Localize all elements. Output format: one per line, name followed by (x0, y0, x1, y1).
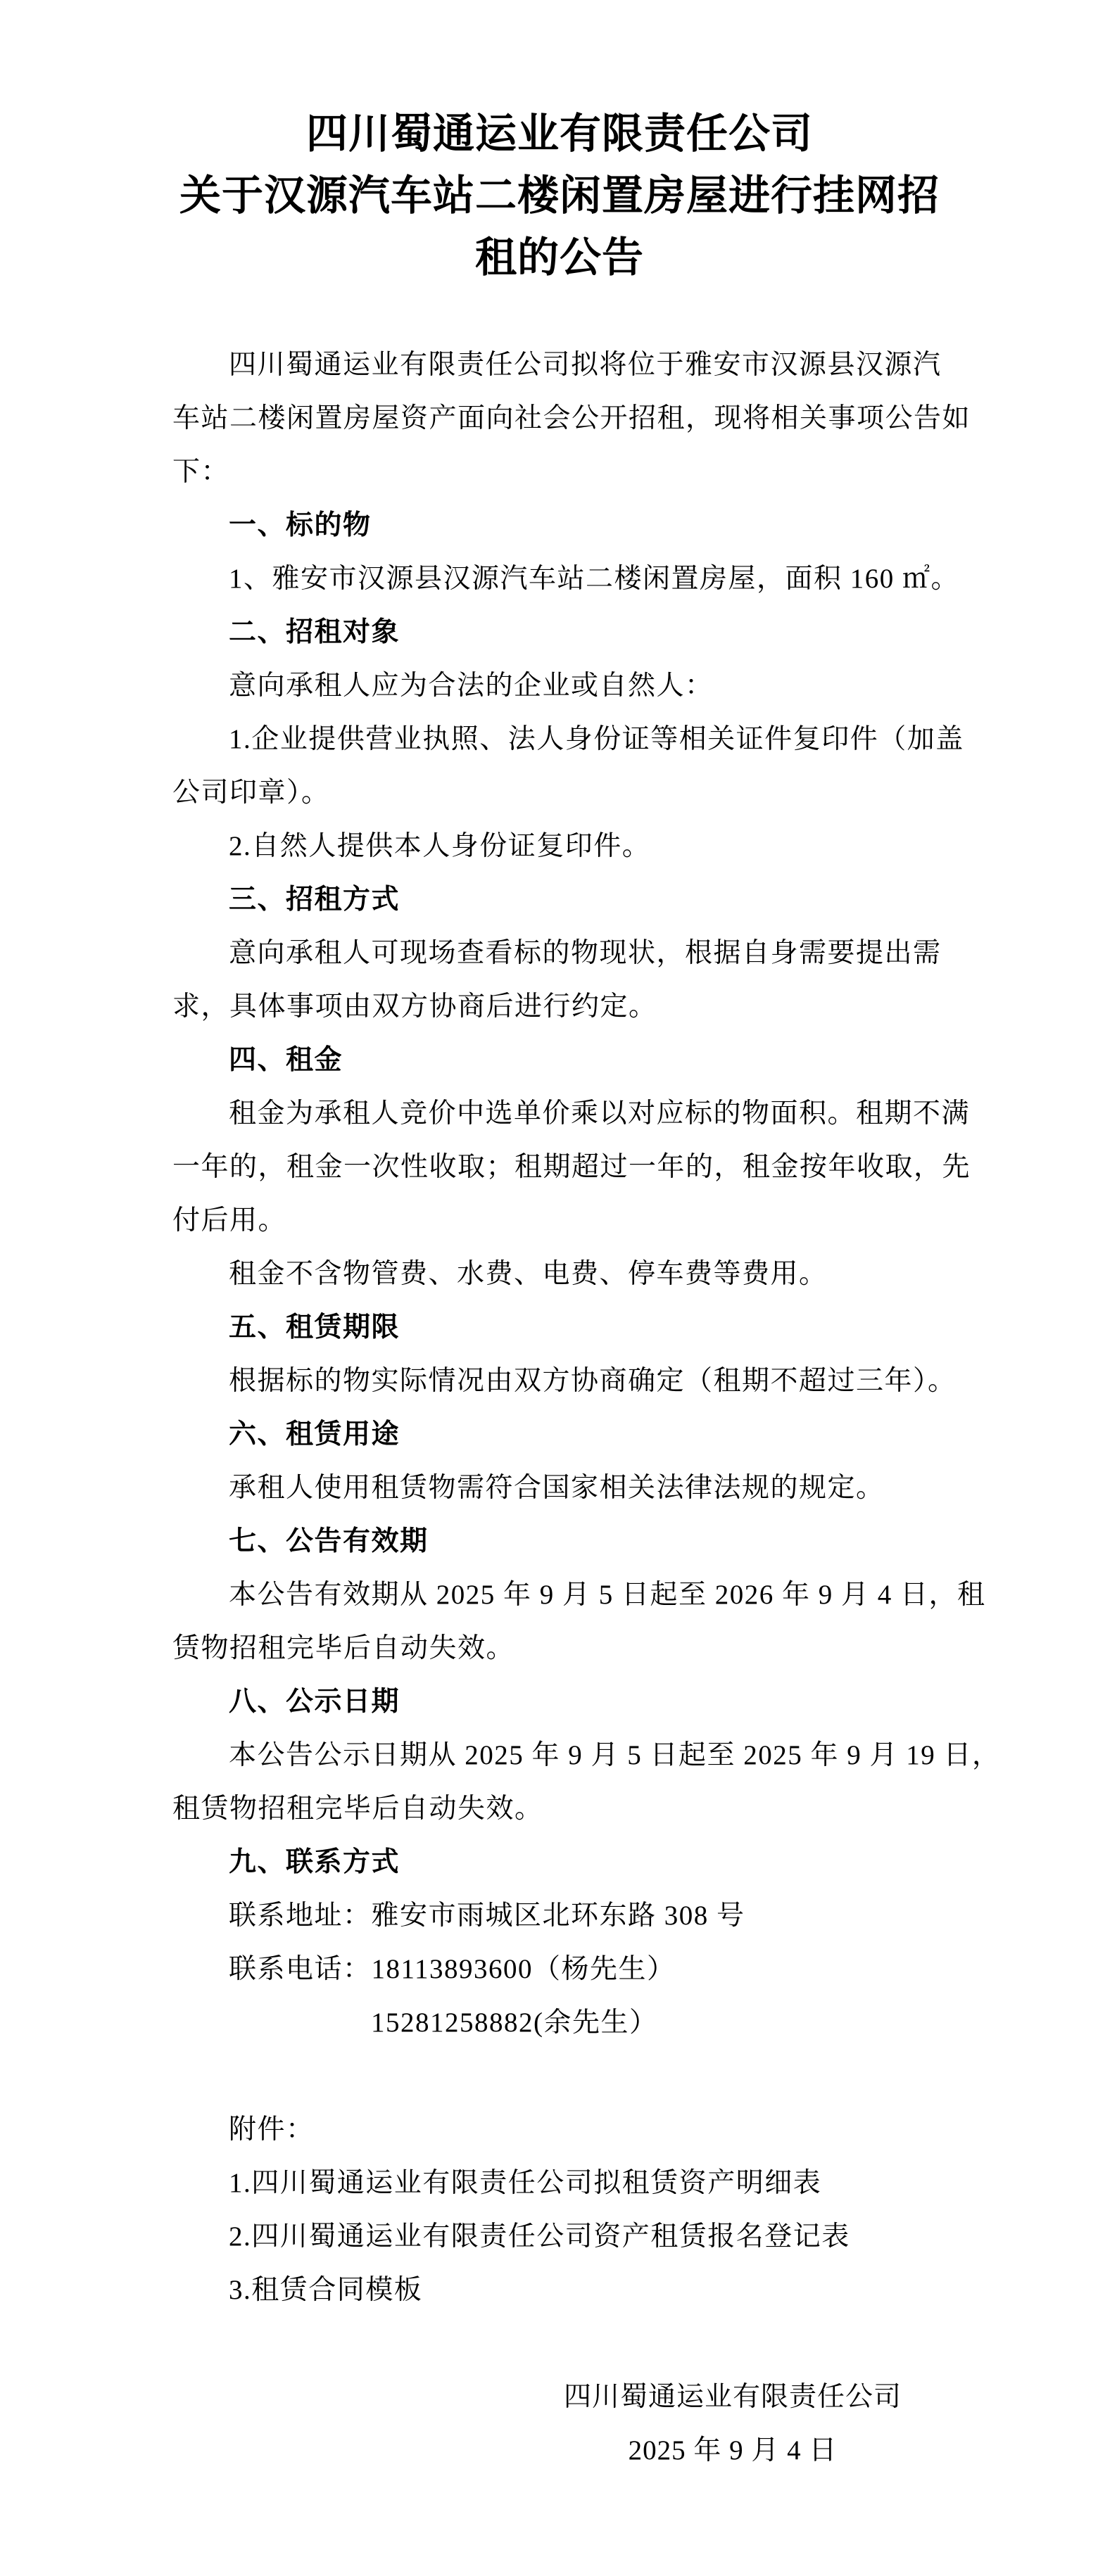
title-line-3: 租的公告 (474, 234, 644, 281)
section-4-para-2: 租金不含物管费、水费、电费、停车费等费用。 (229, 1259, 828, 1289)
section-heading-5: 五、租赁期限 (229, 1312, 400, 1343)
section-5-para: 根据标的物实际情况由双方协商确定（租期不超过三年）。 (229, 1366, 957, 1396)
intro-line-2: 车站二楼闲置房屋资产面向社会公开招租，现将相关事项公告如 (172, 403, 971, 433)
attachments-label: 附件： (229, 2114, 315, 2145)
intro-line-1: 四川蜀通运业有限责任公司拟将位于雅安市汉源县汉源汽 (229, 350, 942, 380)
section-heading-8: 八、公示日期 (229, 1687, 400, 1717)
intro-line-3: 下： (172, 457, 230, 487)
attachment-item-1: 1.四川蜀通运业有限责任公司拟租赁资产明细表 (229, 2168, 822, 2198)
signature-block (564, 2371, 902, 2477)
section-2-intro: 意向承租人应为合法的企业或自然人： (229, 671, 714, 701)
document-title (172, 103, 947, 288)
section-7-para-line-2: 赁物招租完毕后自动失效。 (172, 1633, 515, 1663)
section-2-item-1-line-1: 1.企业提供营业执照、法人身份证等相关证件复印件（加盖 (229, 724, 964, 754)
section-heading-6: 六、租赁用途 (229, 1419, 400, 1449)
section-8-para-line-1: 本公告公示日期从 2025 年 9 月 5 日起至 2025 年 9 月 19 日， (229, 1740, 1001, 1770)
section-3-para-line-1: 意向承租人可现场查看标的物现状，根据自身需要提出需 (229, 938, 942, 968)
section-1-item-1: 1、雅安市汉源县汉源汽车站二楼闲置房屋，面积 160 ㎡。 (229, 564, 960, 594)
contact-phone-1: 联系电话：18113893600（杨先生） (229, 1954, 676, 1984)
signature-date: 2025 年 9 月 4 日 (628, 2435, 838, 2466)
contact-phone-2: 15281258882(余先生） (371, 2007, 658, 2038)
section-4-para-1-line-1: 租金为承租人竞价中选单价乘以对应标的物面积。租期不满 (229, 1098, 971, 1129)
section-3-para-line-2: 求，具体事项由双方协商后进行约定。 (172, 991, 657, 1022)
contact-address: 联系地址：雅安市雨城区北环东路 308 号 (229, 1901, 745, 1931)
signature-company: 四川蜀通运业有限责任公司 (563, 2382, 902, 2412)
title-line-1: 四川蜀通运业有限责任公司 (305, 110, 813, 157)
section-7-para-line-1: 本公告有效期从 2025 年 9 月 5 日起至 2026 年 9 月 4 日，租 (229, 1580, 986, 1610)
section-2-item-2: 2.自然人提供本人身份证复印件。 (229, 831, 651, 861)
section-heading-1: 一、标的物 (229, 510, 372, 540)
document-body (172, 338, 1001, 2477)
section-heading-9: 九、联系方式 (229, 1847, 400, 1877)
section-heading-7: 七、公告有效期 (229, 1526, 429, 1556)
section-2-item-1-line-2: 公司印章）。 (172, 778, 330, 808)
section-heading-3: 三、招租方式 (229, 884, 400, 915)
section-6-para: 承租人使用租赁物需符合国家相关法律法规的规定。 (229, 1473, 885, 1503)
title-line-2: 关于汉源汽车站二楼闲置房屋进行挂网招 (179, 172, 940, 219)
section-heading-4: 四、租金 (229, 1045, 343, 1075)
section-8-para-line-2: 租赁物招租完毕后自动失效。 (172, 1794, 543, 1824)
section-4-para-1-line-3: 付后用。 (172, 1205, 287, 1236)
attachment-item-2: 2.四川蜀通运业有限责任公司资产租赁报名登记表 (229, 2221, 850, 2252)
section-heading-2: 二、招租对象 (229, 617, 400, 647)
section-4-para-1-line-2: 一年的，租金一次性收取；租期超过一年的，租金按年收取，先 (172, 1152, 971, 1182)
attachment-item-3: 3.租赁合同模板 (229, 2275, 423, 2305)
